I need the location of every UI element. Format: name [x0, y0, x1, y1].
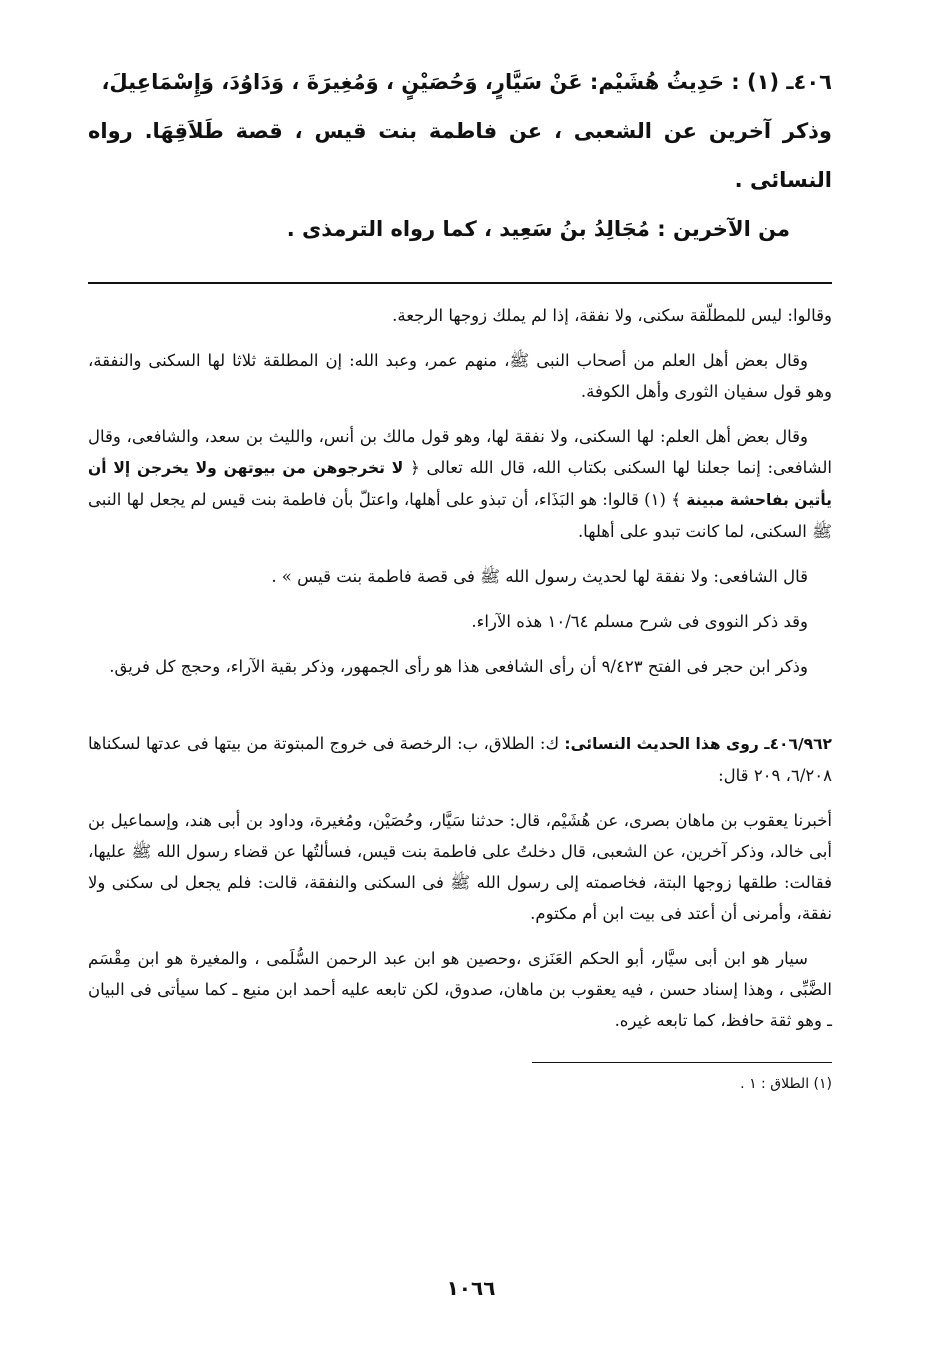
- commentary-paragraph-6: وذكر ابن حجر فى الفتح ٩/٤٢٣ أن رأى الشافعى هذا هو رأى الجمهور، وذكر بقية الآراء، وحجج كل فريق.: [109, 657, 808, 676]
- page-body: [88, 58, 832, 1358]
- section-2-paragraph-2: سيار هو ابن أبى سيَّار، أبو الحكم العَنَزى ،وحصين هو ابن عبد الرحمن السُّلَمى ، والمغيرة هو ابن مِقْسَم الضَّبِّى ، وهذا إسناد حسن ، فيه يعقوب بن ماهان، صدوق، لكن تابعه عليه أحمد ابن منيع ـ كما سيأتى فى البيان ـ وهو ثقة حافظ، كما تابعه غيره.: [88, 949, 832, 1030]
- hadith-block: [88, 58, 832, 254]
- hadith-line-3: من الآخرين : مُجَالِدُ بنُ سَعِيد ، كما رواه الترمذى .: [286, 217, 790, 241]
- commentary-paragraph-1: وقالوا: ليس للمطلّقة سكنى، ولا نفقة، إذا لم يملك زوجها الرجعة.: [392, 306, 832, 325]
- footnote-divider: [532, 1062, 832, 1063]
- section-2-reference: ك: الطلاق، ب: الرخصة فى خروج المبتوتة من بيتها فى عدتها لسكناها ٦/٢٠٨، ٢٠٩ قال:: [88, 734, 832, 785]
- commentary-paragraph-2: وقال بعض أهل العلم من أصحاب النبى ﷺ، منهم عمر، وعبد الله: إن المطلقة ثلاثا لها السكنى والنفقة، وهو قول سفيان الثورى وأهل الكوفة.: [88, 351, 832, 401]
- commentary-paragraph-3: [88, 421, 832, 547]
- quran-verse: لا تخرجوهن من بيوتهن ولا يخرجن إلا أن يأتين بفاحشة مبينة: [88, 459, 832, 509]
- section-2-heading: [88, 728, 832, 791]
- p3-text-b: ﴾ (١) قالوا: هو البَذَاء، أن تبذو على أهلها، واعتلّ بأن فاطمة بنت قيس لم يجعل لها النبى ﷺ السكنى، لما كانت تبدو على أهلها.: [88, 490, 832, 541]
- commentary-paragraph-4: قال الشافعى: ولا نفقة لها لحديث رسول الله ﷺ فى قصة فاطمة بنت قيس » .: [271, 567, 808, 586]
- section-2-paragraph-1: أخبرنا يعقوب بن ماهان بصرى، عن هُشَيْم، قال: حدثنا سَيَّار، وحُصَيْن، ومُغيرة، وداود بن أبى هند، وإسماعيل بن أبى خالد، وذكر آخرين، عن الشعبى، قال دخلتُ على فاطمة بنت قيس، فسألتُها عن قضاء رسول الله ﷺ عليها، فقالت: طلقها زوجها البتة، فخاصمته إلى رسول الله ﷺ فى السكنى والنفقة، قالت: فلم يجعل لى سكنى ولا نفقة، وأمرنى أن أعتد فى بيت ابن أم مكتوم.: [88, 811, 832, 923]
- section-divider: [88, 282, 832, 284]
- hadith-line-1: ٤٠٦ـ (١) : حَدِيثُ هُشَيْم: عَنْ سَيَّارٍ، وَحُصَيْنٍ ، وَمُغِيرَةَ ، وَدَاوُدَ، وَإِسْمَاعِيلَ،: [101, 70, 832, 94]
- section-2-number: ٤٠٦/٩٦٢ـ روى هذا الحديث النسائى:: [564, 735, 832, 753]
- page-number: ١٠٦٦: [446, 1276, 496, 1300]
- p3-text-a: وقال بعض أهل العلم: لها السكنى، ولا نفقة لها، وهو قول مالك بن أنس، والليث بن سعد، والشافعى، وقال الشافعى: إنما جعلنا لها السكنى بكتاب الله، قال الله تعالى ﴿: [88, 427, 832, 477]
- footnote: (١) الطلاق : ١ .: [740, 1076, 832, 1092]
- commentary-paragraph-5: وقد ذكر النووى فى شرح مسلم ١٠/٦٤ هذه الآراء.: [471, 612, 808, 631]
- hadith-line-2: وذكر آخرين عن الشعبى ، عن فاطمة بنت قيس ، قصة طَلاَقِهَا. رواه النسائى .: [88, 119, 832, 192]
